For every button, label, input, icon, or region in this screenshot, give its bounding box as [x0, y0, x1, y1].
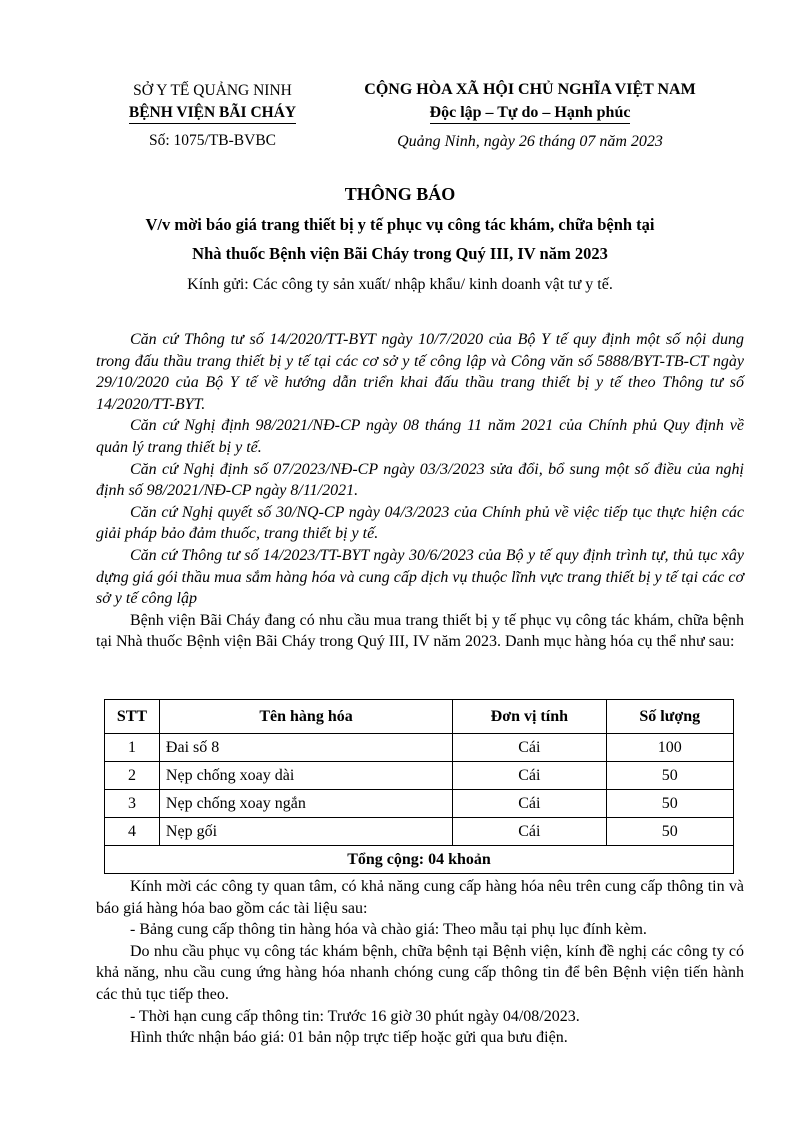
body-text: [96, 329, 744, 653]
country-name: CỘNG HÒA XÃ HỘI CHỦ NGHĨA VIỆT NAM: [364, 81, 696, 98]
table-total-row: [105, 846, 734, 874]
subject-line-1: V/v mời báo giá trang thiết bị y tế phục vụ công tác khám, chữa bệnh tại: [145, 215, 655, 234]
legal-basis: Căn cứ Thông tư số 14/2020/TT-BYT ngày 10/7/2020 của Bộ Y tế quy định một số nội dung trong đấu thầu trang thiết bị y tế tại các cơ sở y tế công lập và Công văn số 5888/BYT-TB-CT ngày 29/10/2020 của Bộ Y tế về hướng dẫn triển khai đấu thầu trang thiết bị y tế theo Thông tư số 14/2020/TT-BYT.: [96, 331, 744, 413]
place-date: Quảng Ninh, ngày 26 tháng 07 năm 2023: [397, 133, 663, 150]
national-motto: Độc lập – Tự do – Hạnh phúc: [430, 103, 631, 124]
closing-paragraph: Do nhu cầu phục vụ công tác khám bệnh, chữa bệnh tại Bệnh viện, kính đề nghị các công ty có khả năng, nhu cầu cung ứng hàng hóa nhanh chóng cung cấp thông tin để bên Bệnh viện tiến hành các thủ tục tiếp theo.: [96, 942, 744, 1003]
recipients: Kính gửi: Các công ty sản xuất/ nhập khẩu/ kinh doanh vật tư y tế.: [187, 276, 613, 293]
issuer-hospital: BỆNH VIỆN BÃI CHÁY: [129, 103, 296, 124]
cell-unit: Cái: [453, 818, 606, 846]
cell-name: Đai số 8: [159, 734, 452, 762]
cell-unit: Cái: [453, 762, 606, 790]
legal-basis: Căn cứ Nghị quyết số 30/NQ-CP ngày 04/3/2023 của Chính phủ về việc tiếp tục thực hiện các giải pháp bảo đảm thuốc, trang thiết bị y tế.: [96, 503, 744, 543]
cell-unit: Cái: [453, 790, 606, 818]
intro-paragraph: Bệnh viện Bãi Cháy đang có nhu cầu mua trang thiết bị y tế phục vụ công tác khám, chữa bệnh tại Nhà thuốc Bệnh viện Bãi Cháy trong Quý III, IV năm 2023. Danh mục hàng hóa cụ thể như sau:: [96, 611, 744, 651]
legal-basis: Căn cứ Nghị định số 07/2023/NĐ-CP ngày 03/3/2023 sửa đổi, bổ sung một số điều của nghị định số 98/2021/NĐ-CP ngày 8/11/2021.: [96, 460, 744, 500]
closing-paragraph: - Bảng cung cấp thông tin hàng hóa và chào giá: Theo mẫu tại phụ lục đính kèm.: [130, 921, 647, 939]
closing-paragraph: Kính mời các công ty quan tâm, có khả năng cung cấp hàng hóa nêu trên cung cấp thông tin và báo giá hàng hóa bao gồm các tài liệu sau:: [96, 878, 744, 917]
table-total: Tổng cộng: 04 khoản: [105, 846, 734, 874]
table-header-row: [105, 700, 734, 734]
table-row: [105, 762, 734, 790]
cell-stt: 1: [105, 734, 160, 762]
closing-paragraph: Hình thức nhận báo giá: 01 bản nộp trực tiếp hoặc gửi qua bưu điện.: [130, 1029, 568, 1047]
goods-table: [104, 699, 734, 874]
document-title: THÔNG BÁO: [344, 184, 456, 204]
national-header: [345, 78, 715, 153]
closing-text: [96, 876, 744, 1049]
cell-stt: 4: [105, 818, 160, 846]
cell-qty: 50: [606, 818, 733, 846]
cell-stt: 3: [105, 790, 160, 818]
col-header-qty: Số lượng: [606, 700, 733, 734]
legal-basis: Căn cứ Thông tư số 14/2023/TT-BYT ngày 30/6/2023 của Bộ y tế quy định trình tự, thủ tục xây dựng giá gói thầu mua sắm hàng hóa và cung cấp dịch vụ thuộc lĩnh vực trang thiết bị y tế tại các cơ sở y tế công lập: [96, 546, 744, 608]
col-header-unit: Đơn vị tính: [453, 700, 606, 734]
cell-stt: 2: [105, 762, 160, 790]
cell-unit: Cái: [453, 734, 606, 762]
col-header-name: Tên hàng hóa: [159, 700, 452, 734]
closing-paragraph: - Thời hạn cung cấp thông tin: Trước 16 giờ 30 phút ngày 04/08/2023.: [130, 1007, 580, 1025]
subject-line-2: Nhà thuốc Bệnh viện Bãi Cháy trong Quý III, IV năm 2023: [192, 244, 608, 263]
issuer-block: [105, 80, 320, 152]
cell-qty: 50: [606, 790, 733, 818]
cell-name: Nẹp chống xoay ngắn: [159, 790, 452, 818]
table-row: [105, 790, 734, 818]
cell-name: Nẹp gối: [159, 818, 452, 846]
document-number: Số: 1075/TB-BVBC: [148, 132, 277, 149]
cell-qty: 50: [606, 762, 733, 790]
cell-qty: 100: [606, 734, 733, 762]
table-row: [105, 818, 734, 846]
cell-name: Nẹp chống xoay dài: [159, 762, 452, 790]
col-header-stt: STT: [105, 700, 160, 734]
table-row: [105, 734, 734, 762]
legal-basis: Căn cứ Nghị định 98/2021/NĐ-CP ngày 08 tháng 11 năm 2021 của Chính phủ Quy định về quản lý trang thiết bị y tế.: [96, 417, 744, 456]
issuer-department: SỞ Y TẾ QUẢNG NINH: [133, 82, 292, 99]
